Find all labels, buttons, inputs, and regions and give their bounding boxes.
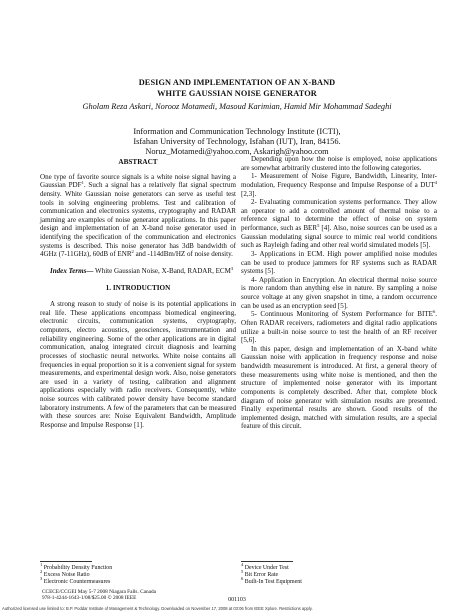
footnote-rule (241, 561, 293, 562)
application-item-1: 1- Measurement of Noise Figure, Bandwidth, Linearity, Inter-modulation, Frequency Response and Impulse Response of a DUT$^4$ [2,3]. (241, 172, 437, 198)
license-notice: Authorized licensed use limited to: B.P. Poddar Institute of Management & Technology. Downloaded on November 17, 2008 at 03:06 from IEEE Xplore. Restrictions apply. (2, 606, 313, 611)
application-item-3: 3- Applications in ECM. High power amplified noise modules can be used to produce jammers for RF systems such as RADAR systems [5]. (241, 249, 437, 276)
footnote-rule (40, 561, 92, 562)
abstract-text: One type of favorite source signals is a white noise signal having a Gaussian PDF$^1$. Such a signal has a relatively flat signal spectrum density. White Gaussian noise generators can serve as useful test tools in solving engineering problems. Test and calibration of communication and electronics systems, cryptography and RADAR jamming are examples of noise generator applications. In this paper design and implementation of an X-band noise generator used in identifying the specification of the communication and electronics systems is described. This noise generator has 3dB bandwidth of 4GHz (7-11GHz), 60dB of ENR$^2$ and -114dBm/HZ of noise density. (40, 172, 236, 259)
footnote: $^5$ Bit Error Rate (241, 569, 279, 579)
conference-line2: 978-1-4244-1643-1/08/$25.00 © 2008 IEEE (42, 595, 137, 602)
application-item-5: 5- Continuous Monitoring of System Performance for BITE$^6$. Often RADAR receivers, radiometers and digital radio applications utilize a built-in noise source to test the health of an RF receiver [5,6]. (241, 309, 437, 345)
affiliation-line2: Isfahan University of Technology, Isfahan (IUT), Iran, 84156. (133, 137, 341, 147)
introduction-text: A strong reason to study of noise is its potential applications in real life. These applications encompass biomedical engineering, electronic circuits, communication systems, cryptography, computers, electro acoustics, geosciences, instrumentation and reliability engineering. Some of the other applications are in digital communication, analog integrated circuit diagnosis and learning processes of stochastic neural networks. White noise contains all frequencies in equal proportion so it is a convenient signal for system measurements, and experimental design work. Also, noise generators are used in a variety of testing, calibration and alignment applications especially with radio receivers. Consequently, white noise sources with calibrated power density have become standard laboratory instruments. A few of the parameters that can be measured with these sources are: Noise Equivalent Bandwidth, Amplitude Response and Impulse Response [1]. (40, 300, 236, 429)
affiliation-line1: Information and Communication Technology Institute (ICTI), (133, 127, 341, 136)
conference-line1: CCECE/CCGEI May 5-7 2008 Niagara Falls. Canada (42, 589, 157, 595)
affiliation (0, 127, 474, 158)
paper-title (0, 77, 474, 99)
footnote: $^4$ Device Under Test (241, 562, 289, 571)
left-column (40, 155, 236, 430)
paper-title-line1: DESIGN AND IMPLEMENTATION OF AN X-BAND (138, 78, 336, 87)
abstract-heading: ABSTRACT (118, 158, 158, 166)
footnote: $^2$ Excess Noise Ratio (40, 569, 90, 579)
right-column (241, 155, 437, 431)
footnote: $^6$ Built-In Test Equipment (241, 576, 302, 586)
author-list: Gholam Reza Askari, Norooz Motamedi, Masoud Karimian, Hamid Mir Mohammad Sadeghi (82, 102, 392, 111)
index-terms: Index Terms— White Gaussian Noise, X-Band, RADAR, ECM$^3$ (50, 265, 234, 275)
paper-title-line2: WHITE GAUSSIAN NOISE GENERATOR (157, 89, 317, 98)
affiliation-emails: Noruz_Motamedi@yahoo.com, Askarigh@yahoo.com (145, 147, 329, 157)
paper-overview-paragraph: In this paper, design and implementation of an X-band white Gaussian noise with application in frequency response and noise bandwidth measurement is introduced. At first, a general theory of these measurements using white noise is mentioned, and then the structure of implemented noise generator with its important components is completely described. After that, complete block diagram of noise generator with simulation results are presented. Finally experimental results are shown. Good results of the implemented design, matched with simulation results, are a special feature of this circuit. (241, 344, 437, 431)
footnotes-right (241, 561, 437, 587)
introduction-heading: 1. INTRODUCTION (105, 283, 171, 292)
application-item-4: 4- Application in Encryption. An electrical thermal noise source is more random than anything else in nature. By sampling a noise source voltage at any given snapshot in time, a random occurrence can be used as an encryption seed [5]. (241, 275, 437, 310)
applications-intro: Depending upon how the noise is employed, noise applications are somewhat arbitrarily clustered into the following categories. (241, 155, 437, 172)
footnote: $^1$ Probability Density Function (40, 562, 113, 571)
application-item-2: 2- Evaluating communication systems performance. They allow an operator to add a controlled amount of thermal noise to a reference signal to determine the effect of noise on system performance, such as BER$^5$ [4]. Also, noise sources can be used as a Gaussian modulating signal source to mimic real world conditions such as Rayleigh fading and other real world simulated models [5]. (241, 198, 437, 250)
page-number: 001103 (228, 597, 246, 603)
footnote: $^3$ Electronic Countermeasures (40, 576, 111, 586)
footnotes-left (40, 561, 236, 587)
